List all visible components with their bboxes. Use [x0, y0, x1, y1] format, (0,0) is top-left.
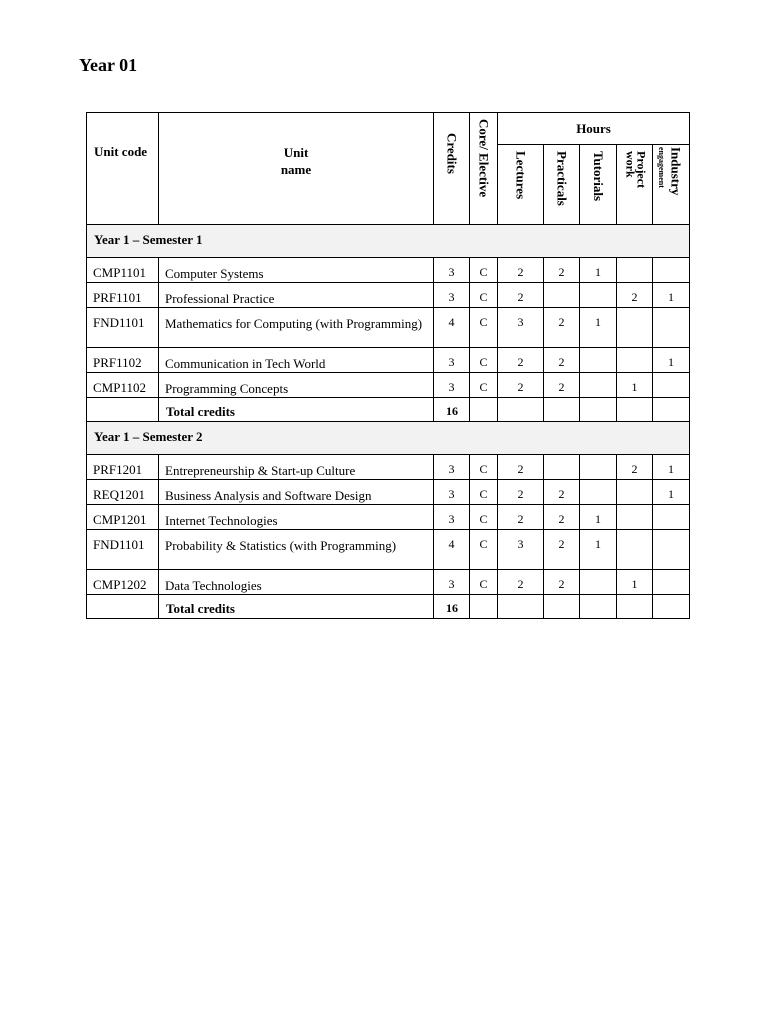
empty-cell — [498, 595, 544, 619]
empty-cell — [470, 595, 498, 619]
table-row — [87, 480, 690, 505]
unit-name-cell: Internet Technologies — [159, 505, 434, 530]
practicals-cell — [544, 283, 580, 308]
core-elective-cell: C — [470, 505, 498, 530]
semester-header-row — [87, 422, 690, 455]
project-work-cell — [617, 530, 653, 570]
lectures-cell: 2 — [498, 258, 544, 283]
core-elective-cell: C — [470, 348, 498, 373]
total-credits-value: 16 — [434, 398, 470, 422]
lectures-cell: 3 — [498, 308, 544, 348]
practicals-cell: 2 — [544, 480, 580, 505]
credits-cell: 3 — [434, 348, 470, 373]
industry-cell — [653, 258, 690, 283]
unit-name-cell: Professional Practice — [159, 283, 434, 308]
header-core-elective — [470, 113, 498, 225]
lectures-cell: 3 — [498, 530, 544, 570]
tutorials-cell: 1 — [580, 530, 617, 570]
unit-code-cell: PRF1201 — [87, 455, 159, 480]
credits-cell: 4 — [434, 308, 470, 348]
header-core-elective-label: Core/ Elective — [476, 119, 492, 198]
header-lectures — [498, 145, 544, 225]
credits-cell: 3 — [434, 283, 470, 308]
credits-cell: 3 — [434, 455, 470, 480]
empty-cell — [653, 398, 690, 422]
header-credits-label: Credits — [444, 133, 460, 174]
units-table — [86, 112, 690, 619]
header-tutorials — [580, 145, 617, 225]
project-work-cell: 1 — [617, 373, 653, 398]
unit-name-cell: Business Analysis and Software Design — [159, 480, 434, 505]
tutorials-cell — [580, 373, 617, 398]
practicals-cell: 2 — [544, 530, 580, 570]
header-lectures-label: Lectures — [513, 151, 529, 200]
unit-name-cell: Entrepreneurship & Start-up Culture — [159, 455, 434, 480]
header-unit-name — [159, 113, 434, 225]
lectures-cell: 2 — [498, 348, 544, 373]
empty-cell — [580, 595, 617, 619]
unit-code-cell: PRF1101 — [87, 283, 159, 308]
unit-name-cell: Programming Concepts — [159, 373, 434, 398]
credits-cell: 3 — [434, 505, 470, 530]
total-credits-value: 16 — [434, 595, 470, 619]
core-elective-cell: C — [470, 480, 498, 505]
industry-cell: 1 — [653, 480, 690, 505]
tutorials-cell — [580, 348, 617, 373]
empty-cell — [617, 398, 653, 422]
core-elective-cell: C — [470, 308, 498, 348]
unit-code-cell: CMP1201 — [87, 505, 159, 530]
table-row — [87, 348, 690, 373]
industry-cell — [653, 570, 690, 595]
project-work-cell — [617, 480, 653, 505]
header-hours: Hours — [498, 113, 690, 145]
tutorials-cell: 1 — [580, 308, 617, 348]
core-elective-cell: C — [470, 373, 498, 398]
empty-cell — [87, 595, 159, 619]
industry-cell: 1 — [653, 455, 690, 480]
empty-cell — [580, 398, 617, 422]
core-elective-cell: C — [470, 455, 498, 480]
unit-name-cell: Communication in Tech World — [159, 348, 434, 373]
unit-name-cell: Data Technologies — [159, 570, 434, 595]
empty-cell — [498, 398, 544, 422]
project-work-cell — [617, 258, 653, 283]
credits-cell: 3 — [434, 373, 470, 398]
total-credits-label: Total credits — [159, 398, 434, 422]
practicals-cell: 2 — [544, 258, 580, 283]
table-row — [87, 530, 690, 570]
table-body — [87, 225, 690, 619]
empty-cell — [544, 398, 580, 422]
practicals-cell: 2 — [544, 348, 580, 373]
empty-cell — [653, 595, 690, 619]
lectures-cell: 2 — [498, 570, 544, 595]
table-row — [87, 373, 690, 398]
unit-code-cell: CMP1102 — [87, 373, 159, 398]
page-title: Year 01 — [79, 55, 138, 75]
tutorials-cell — [580, 455, 617, 480]
empty-cell — [87, 398, 159, 422]
table-row — [87, 308, 690, 348]
header-unit-name-line2: name — [280, 162, 312, 177]
header-practicals-label: Practicals — [554, 151, 570, 206]
practicals-cell: 2 — [544, 570, 580, 595]
tutorials-cell — [580, 570, 617, 595]
table-row — [87, 283, 690, 308]
credits-cell: 3 — [434, 258, 470, 283]
lectures-cell: 2 — [498, 283, 544, 308]
unit-code-cell: CMP1101 — [87, 258, 159, 283]
project-work-cell: 2 — [617, 283, 653, 308]
industry-cell: 1 — [653, 283, 690, 308]
lectures-cell: 2 — [498, 373, 544, 398]
project-work-cell: 2 — [617, 455, 653, 480]
empty-cell — [617, 595, 653, 619]
practicals-cell: 2 — [544, 505, 580, 530]
empty-cell — [470, 398, 498, 422]
project-work-cell — [617, 348, 653, 373]
table-row — [87, 258, 690, 283]
total-row — [87, 595, 690, 619]
core-elective-cell: C — [470, 530, 498, 570]
table-row — [87, 570, 690, 595]
header-credits — [434, 113, 470, 225]
header-tutorials-label: Tutorials — [591, 151, 606, 202]
unit-code-cell: FND1101 — [87, 530, 159, 570]
empty-cell — [544, 595, 580, 619]
semester-title: Year 1 – Semester 1 — [87, 225, 690, 258]
total-credits-label: Total credits — [159, 595, 434, 619]
industry-cell — [653, 505, 690, 530]
header-industry-line1: Industry — [668, 147, 684, 196]
unit-code-cell: CMP1202 — [87, 570, 159, 595]
industry-cell — [653, 530, 690, 570]
tutorials-cell — [580, 283, 617, 308]
header-project-work-label: Project work — [623, 151, 649, 189]
tutorials-cell: 1 — [580, 505, 617, 530]
header-unit-name-line1: Unit — [283, 145, 309, 160]
header-practicals — [544, 145, 580, 225]
semester-title: Year 1 – Semester 2 — [87, 422, 690, 455]
unit-code-cell: REQ1201 — [87, 480, 159, 505]
industry-cell — [653, 308, 690, 348]
core-elective-cell: C — [470, 283, 498, 308]
lectures-cell: 2 — [498, 480, 544, 505]
lectures-cell: 2 — [498, 455, 544, 480]
tutorials-cell — [580, 480, 617, 505]
header-unit-code: Unit code — [87, 113, 159, 225]
unit-name-cell: Mathematics for Computing (with Programming) — [159, 308, 434, 348]
practicals-cell: 2 — [544, 373, 580, 398]
unit-name-cell: Probability & Statistics (with Programming) — [159, 530, 434, 570]
unit-name-cell: Computer Systems — [159, 258, 434, 283]
header-industry-line2: engagement — [657, 147, 667, 188]
credits-cell: 4 — [434, 530, 470, 570]
semester-header-row — [87, 225, 690, 258]
core-elective-cell: C — [470, 570, 498, 595]
table-row — [87, 505, 690, 530]
credits-cell: 3 — [434, 570, 470, 595]
industry-cell: 1 — [653, 348, 690, 373]
core-elective-cell: C — [470, 258, 498, 283]
industry-cell — [653, 373, 690, 398]
practicals-cell: 2 — [544, 308, 580, 348]
project-work-cell: 1 — [617, 570, 653, 595]
practicals-cell — [544, 455, 580, 480]
header-industry-engagement — [653, 145, 690, 225]
header-project-work — [617, 145, 653, 225]
project-work-cell — [617, 308, 653, 348]
total-row — [87, 398, 690, 422]
unit-code-cell: PRF1102 — [87, 348, 159, 373]
lectures-cell: 2 — [498, 505, 544, 530]
credits-cell: 3 — [434, 480, 470, 505]
tutorials-cell: 1 — [580, 258, 617, 283]
table-row — [87, 455, 690, 480]
project-work-cell — [617, 505, 653, 530]
unit-code-cell: FND1101 — [87, 308, 159, 348]
